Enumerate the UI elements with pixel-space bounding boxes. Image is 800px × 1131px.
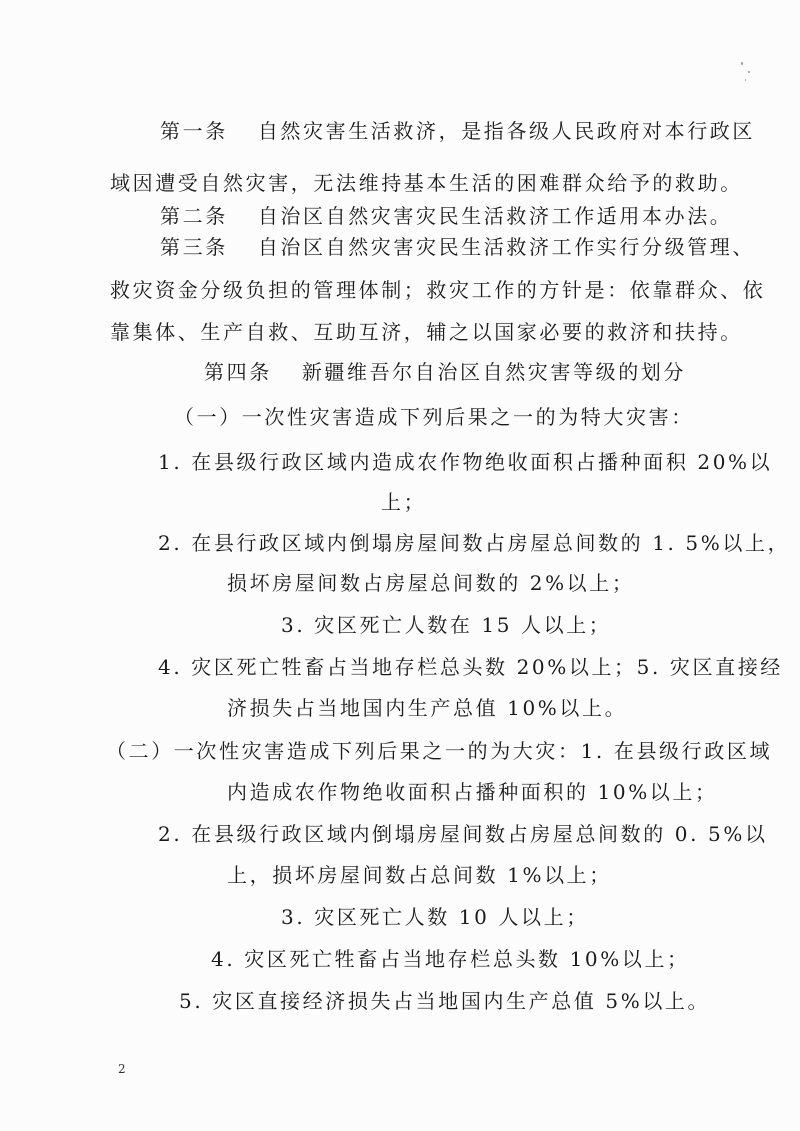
section-2-heading-b: 内造成农作物绝收面积占播种面积的 10%以上；	[227, 780, 718, 804]
section-1-item-2-b: 损坏房屋间数占房屋总间数的 2%以上；	[227, 571, 635, 595]
article-3-line-3: 靠集体、生产自救、互助互济，辅之以国家必要的救济和扶持。	[110, 320, 743, 344]
section-1-item-1-b: 上；	[381, 490, 427, 514]
section-2-item-5: 5. 灾区直接经济损失占当地国内生产总值 5%以上。	[179, 989, 711, 1013]
article-1-line-2: 域因遭受自然灾害，无法维持基本生活的困难群众给予的救助。	[110, 171, 743, 195]
section-2-item-2-a: 2. 在县级行政区域内倒塌房屋间数占房屋总间数的 0. 5%以	[158, 822, 768, 846]
section-2-item-4: 4. 灾区死亡牲畜占当地存栏总头数 10%以上；	[211, 947, 690, 971]
scan-speck	[741, 62, 743, 65]
scan-speck	[748, 71, 750, 73]
article-2-text: 自治区自然灾害灾民生活救济工作适用本办法。	[257, 204, 733, 228]
article-3-label: 第三条	[160, 235, 228, 259]
article-2-line-1	[160, 203, 732, 229]
article-2-label: 第二条	[160, 204, 228, 228]
article-4-line-1	[204, 359, 686, 385]
section-1-item-45-a: 4. 灾区死亡牲畜占当地存栏总头数 20%以上；5. 灾区直接经	[158, 655, 783, 679]
section-2-item-3: 3. 灾区死亡人数 10 人以上；	[281, 905, 589, 929]
section-1-item-3: 3. 灾区死亡人数在 15 人以上；	[281, 613, 612, 637]
section-2-item-2-b: 上，损坏房屋间数占总间数 1%以上；	[227, 863, 612, 887]
article-1-line-1	[160, 118, 755, 144]
section-1-item-2-a: 2. 在县行政区域内倒塌房屋间数占房屋总间数的 1. 5%以上，	[158, 531, 791, 555]
section-1-heading: （一）一次性灾害造成下列后果之一的为特大灾害：	[174, 405, 694, 429]
page-number: 2	[118, 1062, 126, 1076]
article-4-label: 第四条	[204, 360, 272, 384]
section-2-heading-a: （二）一次性灾害造成下列后果之一的为大灾：1. 在县级行政区域	[106, 739, 773, 763]
scan-speck	[745, 79, 746, 81]
article-4-text: 新疆维吾尔自治区自然灾害等级的划分	[301, 360, 687, 384]
section-1-item-45-b: 济损失占当地国内生产总值 10%以上。	[227, 696, 628, 720]
article-3-text: 自治区自然灾害灾民生活救济工作实行分级管理、	[257, 235, 756, 259]
article-1-text: 自然灾害生活救济，是指各级人民政府对本行政区	[257, 119, 756, 143]
article-3-line-2: 救灾资金分级负担的管理体制；救灾工作的方针是：依靠群众、依	[110, 278, 766, 302]
section-1-item-1-a: 1. 在县级行政区域内造成农作物绝收面积占播种面积 20%以	[158, 450, 773, 474]
article-3-line-1	[160, 234, 755, 260]
article-1-label: 第一条	[160, 119, 228, 143]
